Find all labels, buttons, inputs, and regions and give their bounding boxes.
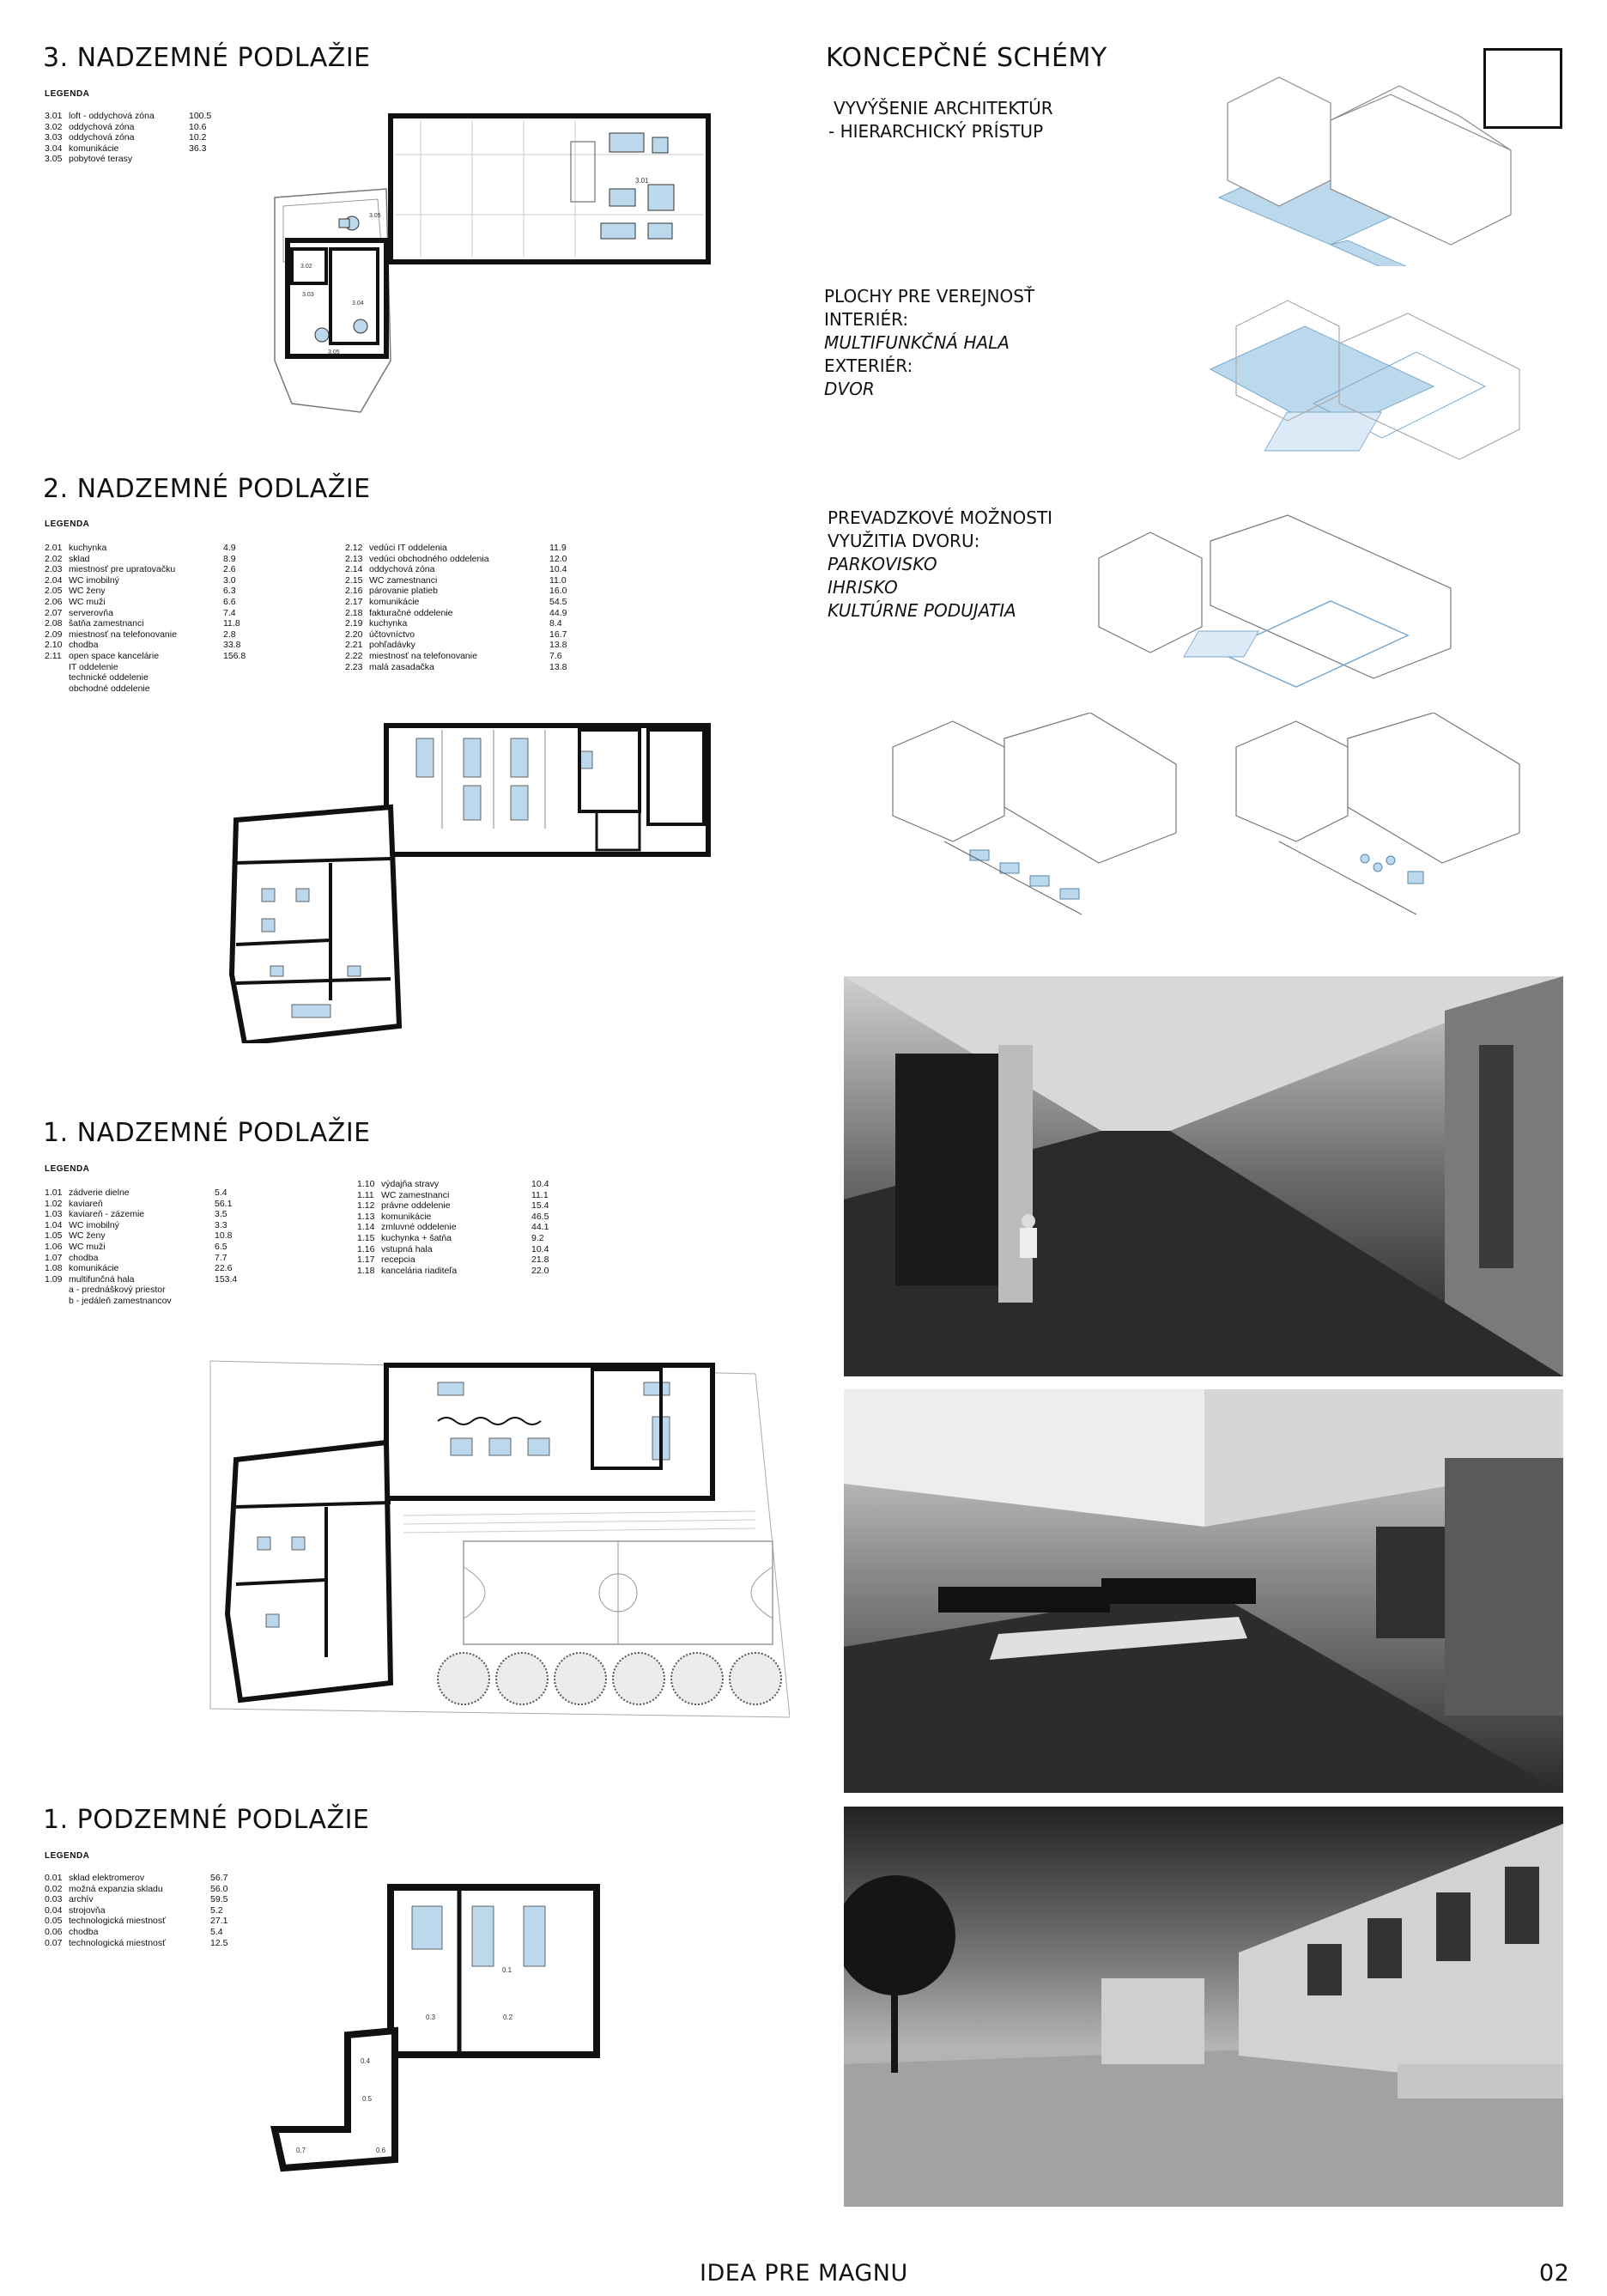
legend-area: 4.9 [223, 543, 236, 553]
legend-code: 2.12 [345, 543, 363, 553]
legend-area: 11.0 [549, 574, 567, 586]
legend-area: 11.1 [531, 1189, 549, 1200]
legend-code: 2.01 [45, 543, 63, 553]
legend-code: 0.07 [45, 1937, 63, 1948]
legend-row [45, 154, 223, 165]
legend-name: fakturačné oddelenie [369, 607, 453, 618]
plan-label: 0.6 [376, 2147, 386, 2154]
legend-area: 44.9 [549, 607, 567, 618]
legend-code: 2.11 [45, 650, 62, 661]
legend-code: 1.15 [357, 1232, 375, 1243]
render-interior-hall [844, 976, 1563, 1376]
legend-row [345, 597, 584, 608]
legend-sub-item: a - prednáškový priestor [69, 1285, 166, 1296]
legend-name: multifunčná hala [69, 1273, 135, 1285]
legend-row [45, 1242, 249, 1253]
legend-code: 2.06 [45, 596, 63, 607]
legend-row [45, 1884, 245, 1895]
legend-name: WC zamestnanci [369, 574, 438, 586]
legend-name: WC muži [69, 596, 106, 607]
legend-name: párovanie platieb [369, 586, 438, 597]
legend-area: 7.6 [549, 650, 562, 661]
legend-code: 3.02 [45, 121, 63, 132]
legend-area: 3.3 [215, 1219, 227, 1230]
legend-sub-item: technické oddelenie [69, 672, 149, 683]
legend-row [357, 1266, 566, 1277]
legend-code: 1.04 [45, 1219, 63, 1230]
legend-name: komunikácie [369, 596, 420, 607]
legend-name: chodba [69, 1252, 99, 1263]
legend-row [345, 662, 584, 673]
plan-label: 0.5 [362, 2095, 373, 2103]
legend-name: kancelária riaditeľa [381, 1265, 458, 1276]
scheme2-italic: DVOR [824, 379, 875, 399]
legend-area: 8.4 [549, 618, 562, 629]
legend-area: 16.7 [549, 629, 567, 640]
legend-area: 8.9 [223, 553, 236, 564]
legend-code: 2.18 [345, 607, 363, 618]
scheme2-text [824, 285, 1034, 401]
legend-row [45, 597, 258, 608]
legend-area: 153.4 [215, 1273, 238, 1285]
legend-area: 10.2 [189, 132, 207, 143]
legend-area: 6.6 [223, 596, 236, 607]
axon-diagram-parking [858, 713, 1202, 927]
legend-code: 2.04 [45, 574, 63, 586]
legend-area: 2.8 [223, 629, 236, 640]
legend-code: 2.16 [345, 586, 363, 597]
legend-code: 2.19 [345, 618, 363, 629]
legend-name: strojovňa [69, 1904, 106, 1916]
legend-area: 10.8 [215, 1230, 233, 1242]
scheme3-italic: IHRISKO [828, 577, 898, 598]
floor2-title: 2. NADZEMNÉ PODLAŽIE [43, 474, 371, 504]
legend-area: 21.8 [531, 1254, 549, 1266]
legend-area [189, 154, 223, 165]
legend-sub-item: IT oddelenie [69, 661, 118, 672]
legend-name: vedúci IT oddelenia [369, 543, 447, 553]
legend-row [45, 575, 258, 586]
floor2-legend-col1 [45, 543, 258, 694]
floor1-title: 1. NADZEMNÉ PODLAŽIE [43, 1118, 371, 1148]
legend-code: 2.08 [45, 618, 63, 629]
legend-name: serverovňa [69, 607, 113, 618]
legend-name: kaviareň [69, 1198, 103, 1209]
legend-area: 6.5 [215, 1241, 227, 1252]
legend-row [45, 608, 258, 619]
legend-area: 56.1 [215, 1198, 233, 1209]
legend-row [345, 586, 584, 597]
legend-name: oddychová zóna [69, 132, 135, 143]
legend-name: WC ženy [69, 586, 106, 597]
legend-area: 54.5 [549, 596, 567, 607]
legend-row [45, 629, 258, 641]
legend-code: 2.22 [345, 650, 363, 661]
legend-name: pobytové terasy [69, 154, 133, 165]
legend-row [345, 618, 584, 629]
legend-name: kuchynka + šatňa [381, 1232, 452, 1243]
legend-area: 44.1 [531, 1222, 549, 1233]
legend-code: 0.03 [45, 1894, 63, 1905]
legend-area: 11.8 [223, 618, 240, 629]
schemes-title: KONCEPČNÉ SCHÉMY [826, 43, 1107, 73]
legend-row [345, 554, 584, 565]
legend-area: 10.4 [531, 1179, 549, 1189]
legend-row [45, 618, 258, 629]
plan-label: 0.1 [502, 1966, 512, 1974]
floor3-legend [45, 111, 223, 165]
legend-code: 2.17 [345, 596, 363, 607]
legend-area: 3.0 [223, 574, 236, 586]
scheme2-line: PLOCHY PRE VEREJNOSŤ [824, 286, 1035, 307]
legend-row [357, 1254, 566, 1266]
legend-code: 0.05 [45, 1916, 63, 1927]
legend-row [45, 640, 258, 651]
legend-row [357, 1222, 566, 1233]
legend-code: 1.08 [45, 1263, 63, 1274]
legend-area: 15.4 [531, 1200, 549, 1212]
legend-name: chodba [69, 640, 99, 651]
legend-name: oddychová zóna [69, 121, 135, 132]
legend-name: šatňa zamestnanci [69, 618, 144, 629]
legend-sub-item: obchodné oddelenie [69, 683, 150, 694]
legend-code: 1.06 [45, 1241, 63, 1252]
legend-area: 7.7 [215, 1252, 227, 1263]
legend-row [45, 1938, 245, 1949]
legend-code: 3.05 [45, 154, 63, 165]
plan-label: 0.7 [296, 2147, 306, 2154]
legend-code: 1.01 [45, 1187, 63, 1198]
legend-row [45, 1873, 245, 1884]
legend-name: zmluvné oddelenie [381, 1222, 457, 1233]
legend-area: 3.5 [215, 1209, 227, 1220]
legend-row [45, 122, 223, 133]
legend-code: 3.04 [45, 143, 63, 154]
scheme1-text [828, 97, 1053, 143]
legend-row [45, 1916, 245, 1927]
legend-name: vedúci obchodného oddelenia [369, 553, 489, 564]
legend-code: 1.17 [357, 1254, 375, 1266]
plan-label: 0.4 [361, 2057, 371, 2065]
legend-row [45, 586, 258, 597]
legend-area: 22.6 [215, 1263, 233, 1274]
legend-sub-item: b - jedáleň zamestnancov [69, 1295, 172, 1306]
legend-name: WC zamestnanci [381, 1189, 450, 1200]
legend-code: 1.14 [357, 1222, 375, 1233]
legend-code: 1.10 [357, 1179, 375, 1189]
legend-code: 1.13 [357, 1211, 375, 1222]
legend-row [45, 1253, 249, 1264]
legend-code: 2.07 [45, 607, 63, 618]
legend-area: 10.4 [549, 564, 567, 575]
basement-legend-label: LEGENDA [45, 1851, 90, 1861]
plan-label: 3.05 [369, 213, 381, 219]
legend-name: výdajňa stravy [381, 1179, 440, 1189]
legend-area: 12.5 [210, 1937, 228, 1948]
floor3-title: 3. NADZEMNÉ PODLAŽIE [43, 43, 371, 73]
legend-name: technologická miestnosť [69, 1937, 167, 1948]
floor1-legend-label: LEGENDA [45, 1164, 90, 1174]
axon-diagram-3 [1090, 507, 1502, 713]
legend-row [45, 564, 258, 575]
legend-name: komunikácie [381, 1211, 432, 1222]
legend-name: open space kancelárie [69, 650, 160, 661]
scheme3-text [828, 507, 1052, 623]
scheme1-line: - HIERARCHICKÝ PRÍSTUP [828, 121, 1044, 142]
scheme3-line: PREVADZKOVÉ MOŽNOSTI [828, 507, 1053, 528]
floor1-plan [206, 1357, 790, 1734]
legend-area: 59.5 [210, 1894, 228, 1905]
legend-area: 13.8 [549, 661, 567, 672]
legend-name: WC ženy [69, 1230, 106, 1242]
axon-diagram-1 [1202, 69, 1528, 266]
legend-row [45, 1894, 245, 1905]
basement-legend [45, 1873, 245, 1948]
scheme3-italic: KULTÚRNE PODUJATIA [828, 600, 1016, 621]
floor2-plan [219, 717, 721, 1043]
axon-diagram-2 [1202, 292, 1528, 489]
legend-area: 22.0 [531, 1265, 549, 1276]
plan-label: 0.3 [426, 2014, 436, 2021]
legend-code: 1.02 [45, 1198, 63, 1209]
legend-row [357, 1244, 566, 1255]
floor3-legend-label: LEGENDA [45, 89, 90, 99]
floor3-plan [258, 103, 721, 429]
legend-code: 0.04 [45, 1904, 63, 1916]
legend-code: 1.07 [45, 1252, 63, 1263]
legend-row [45, 1220, 249, 1231]
legend-row [345, 640, 584, 651]
legend-row [345, 543, 584, 554]
legend-row [357, 1200, 566, 1212]
legend-area: 33.8 [223, 640, 241, 651]
legend-row [45, 554, 258, 565]
legend-area: 13.8 [549, 640, 567, 651]
legend-row [45, 1274, 249, 1285]
legend-name: archív [69, 1894, 94, 1905]
scheme2-line: INTERIÉR: [824, 309, 909, 330]
legend-area: 12.0 [549, 553, 567, 564]
scheme3-line: VYUŽITIA DVORU: [828, 531, 980, 551]
legend-code: 1.16 [357, 1243, 375, 1254]
legend-code: 2.05 [45, 586, 63, 597]
legend-name: kuchynka [369, 618, 408, 629]
legend-row [45, 1209, 249, 1220]
legend-name: technologická miestnosť [69, 1916, 167, 1927]
scheme2-line: EXTERIÉR: [824, 355, 913, 376]
legend-code: 2.09 [45, 629, 63, 640]
legend-row [45, 1263, 249, 1274]
render-courtyard [844, 1807, 1563, 2207]
legend-row [45, 1199, 249, 1210]
legend-name: kaviareň - zázemie [69, 1209, 145, 1220]
legend-name: oddychová zóna [369, 564, 435, 575]
legend-row [357, 1190, 566, 1201]
legend-name: WC imobilný [69, 1219, 119, 1230]
legend-code: 3.03 [45, 132, 63, 143]
legend-code: 2.14 [345, 564, 363, 575]
legend-row [345, 629, 584, 641]
legend-area: 36.3 [189, 143, 207, 154]
basement-plan [266, 1880, 609, 2181]
scheme3-italic: PARKOVISKO [828, 554, 937, 574]
legend-code: 0.01 [45, 1873, 63, 1883]
legend-code: 0.02 [45, 1883, 63, 1894]
plan-label: 3.01 [635, 177, 649, 185]
legend-name: loft - oddychová zóna [69, 111, 155, 121]
page-number: 02 [1539, 2260, 1570, 2287]
legend-code: 1.03 [45, 1209, 63, 1220]
legend-row [357, 1212, 566, 1223]
legend-area: 156.8 [223, 650, 246, 661]
legend-name: sklad elektromerov [69, 1873, 145, 1883]
legend-area: 56.0 [210, 1883, 228, 1894]
legend-code: 2.20 [345, 629, 363, 640]
plan-label: 0.2 [503, 2014, 513, 2021]
legend-row [45, 143, 223, 155]
legend-code: 1.12 [357, 1200, 375, 1212]
footer-title: IDEA PRE MAGNU [700, 2260, 908, 2287]
legend-name: sklad [69, 553, 90, 564]
legend-row [45, 1927, 245, 1938]
legend-name: zádverie dielne [69, 1187, 130, 1198]
legend-name: miestnosť pre upratovačku [69, 564, 176, 575]
legend-code: 2.23 [345, 661, 363, 672]
legend-code: 1.09 [45, 1273, 63, 1285]
plan-label: 3.04 [352, 301, 364, 307]
legend-name: chodba [69, 1926, 99, 1937]
floor1-legend-col2 [357, 1179, 566, 1276]
legend-row [45, 132, 223, 143]
scheme2-italic: MULTIFUNKČNÁ HALA [824, 332, 1010, 353]
plan-label: 3.02 [300, 264, 312, 270]
legend-area: 16.0 [549, 586, 567, 597]
legend-name: kuchynka [69, 543, 107, 553]
legend-name: miestnosť na telefonovanie [369, 650, 477, 661]
legend-row [357, 1179, 566, 1190]
legend-row [45, 111, 223, 122]
legend-name: recepcia [381, 1254, 415, 1266]
legend-area: 2.6 [223, 564, 236, 575]
legend-code: 1.05 [45, 1230, 63, 1242]
plan-label: 3.05 [328, 349, 340, 355]
legend-code: 2.13 [345, 553, 363, 564]
legend-row [45, 1905, 245, 1916]
legend-name: komunikácie [69, 1263, 119, 1274]
axon-diagram-event [1202, 713, 1545, 927]
legend-name: malá zasadačka [369, 661, 434, 672]
legend-name: účtovníctvo [369, 629, 415, 640]
legend-row [357, 1233, 566, 1244]
legend-area: 11.9 [549, 543, 567, 553]
legend-row [45, 543, 258, 554]
legend-code: 2.15 [345, 574, 363, 586]
legend-name: pohľadávky [369, 640, 415, 651]
plan-label: 3.03 [302, 292, 314, 298]
scheme1-line: VYVÝŠENIE ARCHITEKTÚR [834, 98, 1053, 118]
legend-name: právne oddelenie [381, 1200, 451, 1212]
legend-area: 5.4 [210, 1926, 223, 1937]
legend-row [45, 1230, 249, 1242]
legend-area: 10.4 [531, 1243, 549, 1254]
legend-row [345, 575, 584, 586]
legend-code: 2.02 [45, 553, 63, 564]
legend-row [345, 564, 584, 575]
legend-area: 5.2 [210, 1904, 223, 1916]
legend-area: 9.2 [531, 1232, 544, 1243]
legend-area: 10.6 [189, 121, 207, 132]
legend-area: 100.5 [189, 111, 212, 121]
legend-row [45, 1187, 249, 1199]
floor2-legend-label: LEGENDA [45, 519, 90, 529]
floor2-legend-col2 [345, 543, 584, 672]
legend-code: 2.03 [45, 564, 63, 575]
legend-row [345, 651, 584, 662]
legend-code: 1.11 [357, 1189, 374, 1200]
legend-name: možná expanzia skladu [69, 1883, 163, 1894]
legend-name: komunikácie [69, 143, 119, 154]
legend-name: WC imobilný [69, 574, 119, 586]
legend-name: WC muži [69, 1241, 106, 1252]
basement-title: 1. PODZEMNÉ PODLAŽIE [43, 1805, 370, 1835]
legend-area: 6.3 [223, 586, 236, 597]
legend-row [45, 651, 258, 662]
legend-code: 0.06 [45, 1926, 63, 1937]
legend-name: miestnosť na telefonovanie [69, 629, 177, 640]
legend-area: 7.4 [223, 607, 236, 618]
legend-area: 46.5 [531, 1211, 549, 1222]
legend-code: 2.10 [45, 640, 63, 651]
legend-area: 56.7 [210, 1873, 228, 1883]
legend-area: 5.4 [215, 1187, 227, 1198]
legend-code: 1.18 [357, 1265, 375, 1276]
legend-area: 27.1 [210, 1916, 228, 1927]
legend-code: 3.01 [45, 111, 63, 121]
legend-name: vstupná hala [381, 1243, 433, 1254]
render-open-office [844, 1389, 1563, 1793]
legend-row [345, 608, 584, 619]
floor1-legend-col1 [45, 1187, 249, 1307]
legend-code: 2.21 [345, 640, 363, 651]
